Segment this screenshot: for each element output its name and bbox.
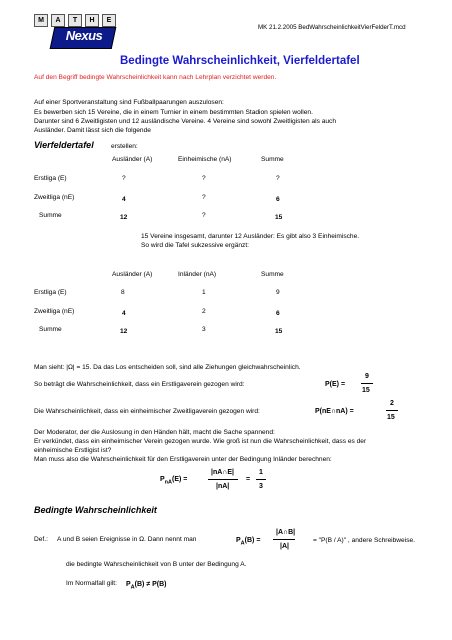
table2-col-header: Inländer (nA): [178, 271, 217, 278]
vierfeldertafel-heading: Vierfeldertafel: [34, 140, 94, 150]
table1-cell: ?: [276, 175, 280, 182]
prob-e-fraction-bar: [361, 383, 373, 384]
intro-line: Ausländer. Damit lässt sich die folgende: [34, 127, 151, 134]
table2-row-label: Summe: [39, 326, 62, 333]
table2-col-header: Ausländer (A): [112, 271, 153, 278]
table1-col-header: Summe: [261, 156, 284, 163]
table1-cell: 6: [276, 196, 280, 203]
table1-cell: 15: [275, 214, 283, 221]
bedingte-heading: Bedingte Wahrscheinlichkeit: [34, 505, 157, 515]
table2-cell: 4: [122, 310, 126, 317]
intro-line: Auf einer Sportveranstaltung sind Fußballpaarungen auszulosen:: [34, 99, 224, 106]
table1-row-label: Zweitliga (nE): [34, 194, 75, 201]
def-tail: = "P(B / A)" , andere Schreibweise.: [313, 537, 415, 544]
page-title: Bedingte Wahrscheinlichkeit, Vierfeldertafel: [120, 55, 360, 67]
table-note-line: So wird die Tafel sukzessive ergänzt:: [141, 242, 249, 249]
pna-numerator: |nA∩E|: [211, 469, 234, 476]
table-note-line: 15 Vereine insgesamt, darunter 12 Ausländer: Es gibt also 3 Einheimische.: [141, 233, 360, 240]
table1-col-header: Einheimische (nA): [178, 156, 232, 163]
table2-row-label: Erstliga (E): [34, 289, 67, 296]
table2-cell: 6: [276, 310, 280, 317]
vierfeldertafel-suffix: erstellen:: [111, 143, 138, 150]
moderator-line: Er verkündet, dass ein einheimischer Verein gezogen wurde. Wie groß ist nun die Wahrscheinlichkeit, dass es der: [34, 438, 367, 445]
logo-letter: M: [34, 14, 48, 27]
table1-cell: ?: [202, 212, 206, 219]
prob-e-numerator: 9: [365, 373, 369, 380]
table1-row-label: Erstliga (E): [34, 175, 67, 182]
def-label: Def.:: [34, 536, 48, 543]
def-denominator: |A|: [280, 543, 289, 550]
logo-letter: H: [85, 14, 99, 27]
table2-cell: 8: [121, 289, 125, 296]
curriculum-note: Auf den Begriff bedingte Wahrscheinlichkeit kann nach Lehrplan verzichtet werden.: [34, 74, 277, 81]
def-normal-formula: $P_A(B) \ne P(B)$: [126, 581, 167, 591]
prob-e-denominator: 15: [362, 387, 370, 394]
moderator-line: Man muss also die Wahrscheinlichkeit für den Erstligaverein unter der Bedingung Inländer berechnen:: [34, 456, 332, 463]
table2-cell: 3: [202, 326, 206, 333]
def-normal-label: Im Normalfall gilt:: [66, 580, 117, 587]
def-text: A und B seien Ereignisse in Ω. Dann nennt man: [57, 536, 197, 543]
table2-cell: 9: [276, 289, 280, 296]
prob-nena-text: Die Wahrscheinlichkeit, dass ein einheimischer Zweitligaverein gezogen wird:: [34, 408, 260, 415]
table1-col-header: Ausländer (A): [112, 156, 153, 163]
moderator-line: Der Moderator, der die Auslosung in den Händen hält, macht die Sache spannend:: [34, 429, 275, 436]
table2-cell: 2: [202, 308, 206, 315]
intro-line: Darunter sind 6 Zweitligisten und 12 ausländische Vereine. 4 Vereine sind sowohl Zweitligisten als auch: [34, 118, 337, 125]
moderator-line: einheimische Erstligist ist?: [34, 447, 112, 454]
table2-row-label: Zweitliga (nE): [34, 308, 75, 315]
omega-line: Man sieht: |Ω| = 15. Da das Los entscheiden soll, sind alle Ziehungen gleichwahrscheinlich.: [34, 364, 301, 371]
table2-col-header: Summe: [261, 271, 284, 278]
logo-letter: E: [102, 14, 116, 27]
pna-result-numerator: 1: [259, 469, 263, 476]
table1-cell: ?: [122, 175, 126, 182]
table1-cell: 4: [122, 196, 126, 203]
table1-row-label: Summe: [39, 212, 62, 219]
prob-nena-denominator: 15: [387, 414, 395, 421]
logo-letter: T: [68, 14, 82, 27]
pna-equals: =: [246, 476, 251, 483]
def-fraction-bar: [273, 539, 295, 540]
pna-fraction-bar: [208, 479, 238, 480]
pna-lhs: $P_{nA}(E)$ =: [160, 476, 188, 486]
table1-cell: ?: [202, 175, 206, 182]
prob-nena-lhs: P(nE∩nA) =: [315, 408, 354, 415]
prob-nena-numerator: 2: [390, 400, 394, 407]
table2-cell: 15: [275, 328, 283, 335]
intro-line: Es bewerben sich 15 Vereine, die in einem Turnier in einem bestimmten Stadion spielen wollen.: [34, 109, 313, 116]
pna-result-denominator: 3: [259, 483, 263, 490]
def-line2: die bedingte Wahrscheinlichkeit von B unter der Bedingung A.: [66, 561, 247, 568]
table1-cell: 12: [120, 214, 128, 221]
def-numerator: |A∩B|: [276, 529, 296, 536]
table2-cell: 12: [120, 328, 128, 335]
table1-cell: ?: [202, 194, 206, 201]
header-text: MK 21.2.2005 BedWahrscheinlichkeitVierFelderT.mcd: [258, 24, 406, 31]
logo-letter: A: [51, 14, 65, 27]
prob-nena-fraction-bar: [386, 410, 398, 411]
pna-result-bar: [256, 479, 266, 480]
logo-banner-text: Nexus: [65, 28, 103, 43]
table2-cell: 1: [202, 289, 206, 296]
prob-e-lhs: P(E) =: [325, 381, 346, 388]
pna-denominator: |nA|: [216, 483, 230, 490]
def-lhs: $P_A(B)$ =: [236, 537, 261, 547]
prob-e-text: So beträgt die Wahrscheinlichkeit, dass ein Erstligaverein gezogen wird:: [34, 381, 245, 388]
mathe-nexus-logo: [34, 14, 120, 50]
